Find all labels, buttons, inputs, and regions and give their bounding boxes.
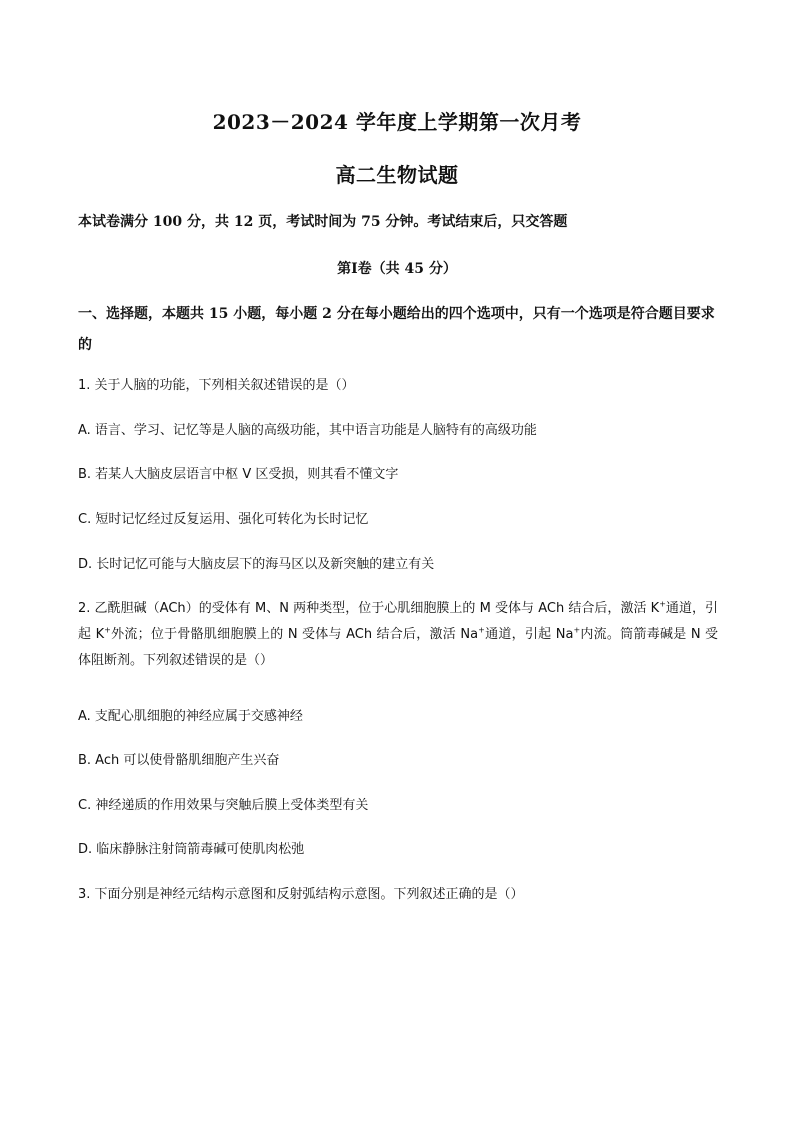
question-3-stem: 3. 下面分别是神经元结构示意图和反射弧结构示意图。下列叙述正确的是（） <box>78 887 524 902</box>
exam-subtitle: 高二生物试题 <box>335 163 459 187</box>
question-1-stem: 1. 关于人脑的功能，下列相关叙述错误的是（） <box>78 378 355 393</box>
question-2-option-c: C. 神经递质的作用效果与突触后膜上受体类型有关 <box>78 798 369 813</box>
question-2-option-b: B. Ach 可以使骨骼肌细胞产生兴奋 <box>78 753 280 768</box>
section-instructions: 一、选择题，本题共 15 小题，每小题 2 分在每小题给出的四个选项中，只有一个选项是符合题目要求的 <box>78 306 715 353</box>
exam-info: 本试卷满分 100 分，共 12 页，考试时间为 75 分钟。考试结束后，只交答题 <box>78 214 568 230</box>
part-title: 第Ⅰ卷（共 45 分） <box>337 261 457 277</box>
question-1-option-d: D. 长时记忆可能与大脑皮层下的海马区以及新突触的建立有关 <box>78 557 435 572</box>
question-1-option-b: B. 若某人大脑皮层语言中枢 V 区受损，则其看不懂文字 <box>78 467 399 482</box>
question-2-stem: 2. 乙酰胆碱（ACh）的受体有 M、N 两种类型，位于心肌细胞膜上的 M 受体与 ACh 结合后，激活 K+通道，引起 K+外流；位于骨骼肌细胞膜上的 N 受体与 ACh 结合后，激活 Na+通道，引起 Na+内流。筒箭毒碱是 N 受体阻断剂。下列叙述错误的是（） <box>78 599 718 668</box>
exam-title: 2023－2024 学年度上学期第一次月考 <box>212 110 582 134</box>
question-1-option-a: A. 语言、学习、记忆等是人脑的高级功能，其中语言功能是人脑特有的高级功能 <box>78 423 537 438</box>
question-1-option-c: C. 短时记忆经过反复运用、强化可转化为长时记忆 <box>78 512 369 527</box>
question-2-option-d: D. 临床静脉注射筒箭毒碱可使肌肉松弛 <box>78 842 305 857</box>
question-2-option-a: A. 支配心肌细胞的神经应属于交感神经 <box>78 709 303 724</box>
